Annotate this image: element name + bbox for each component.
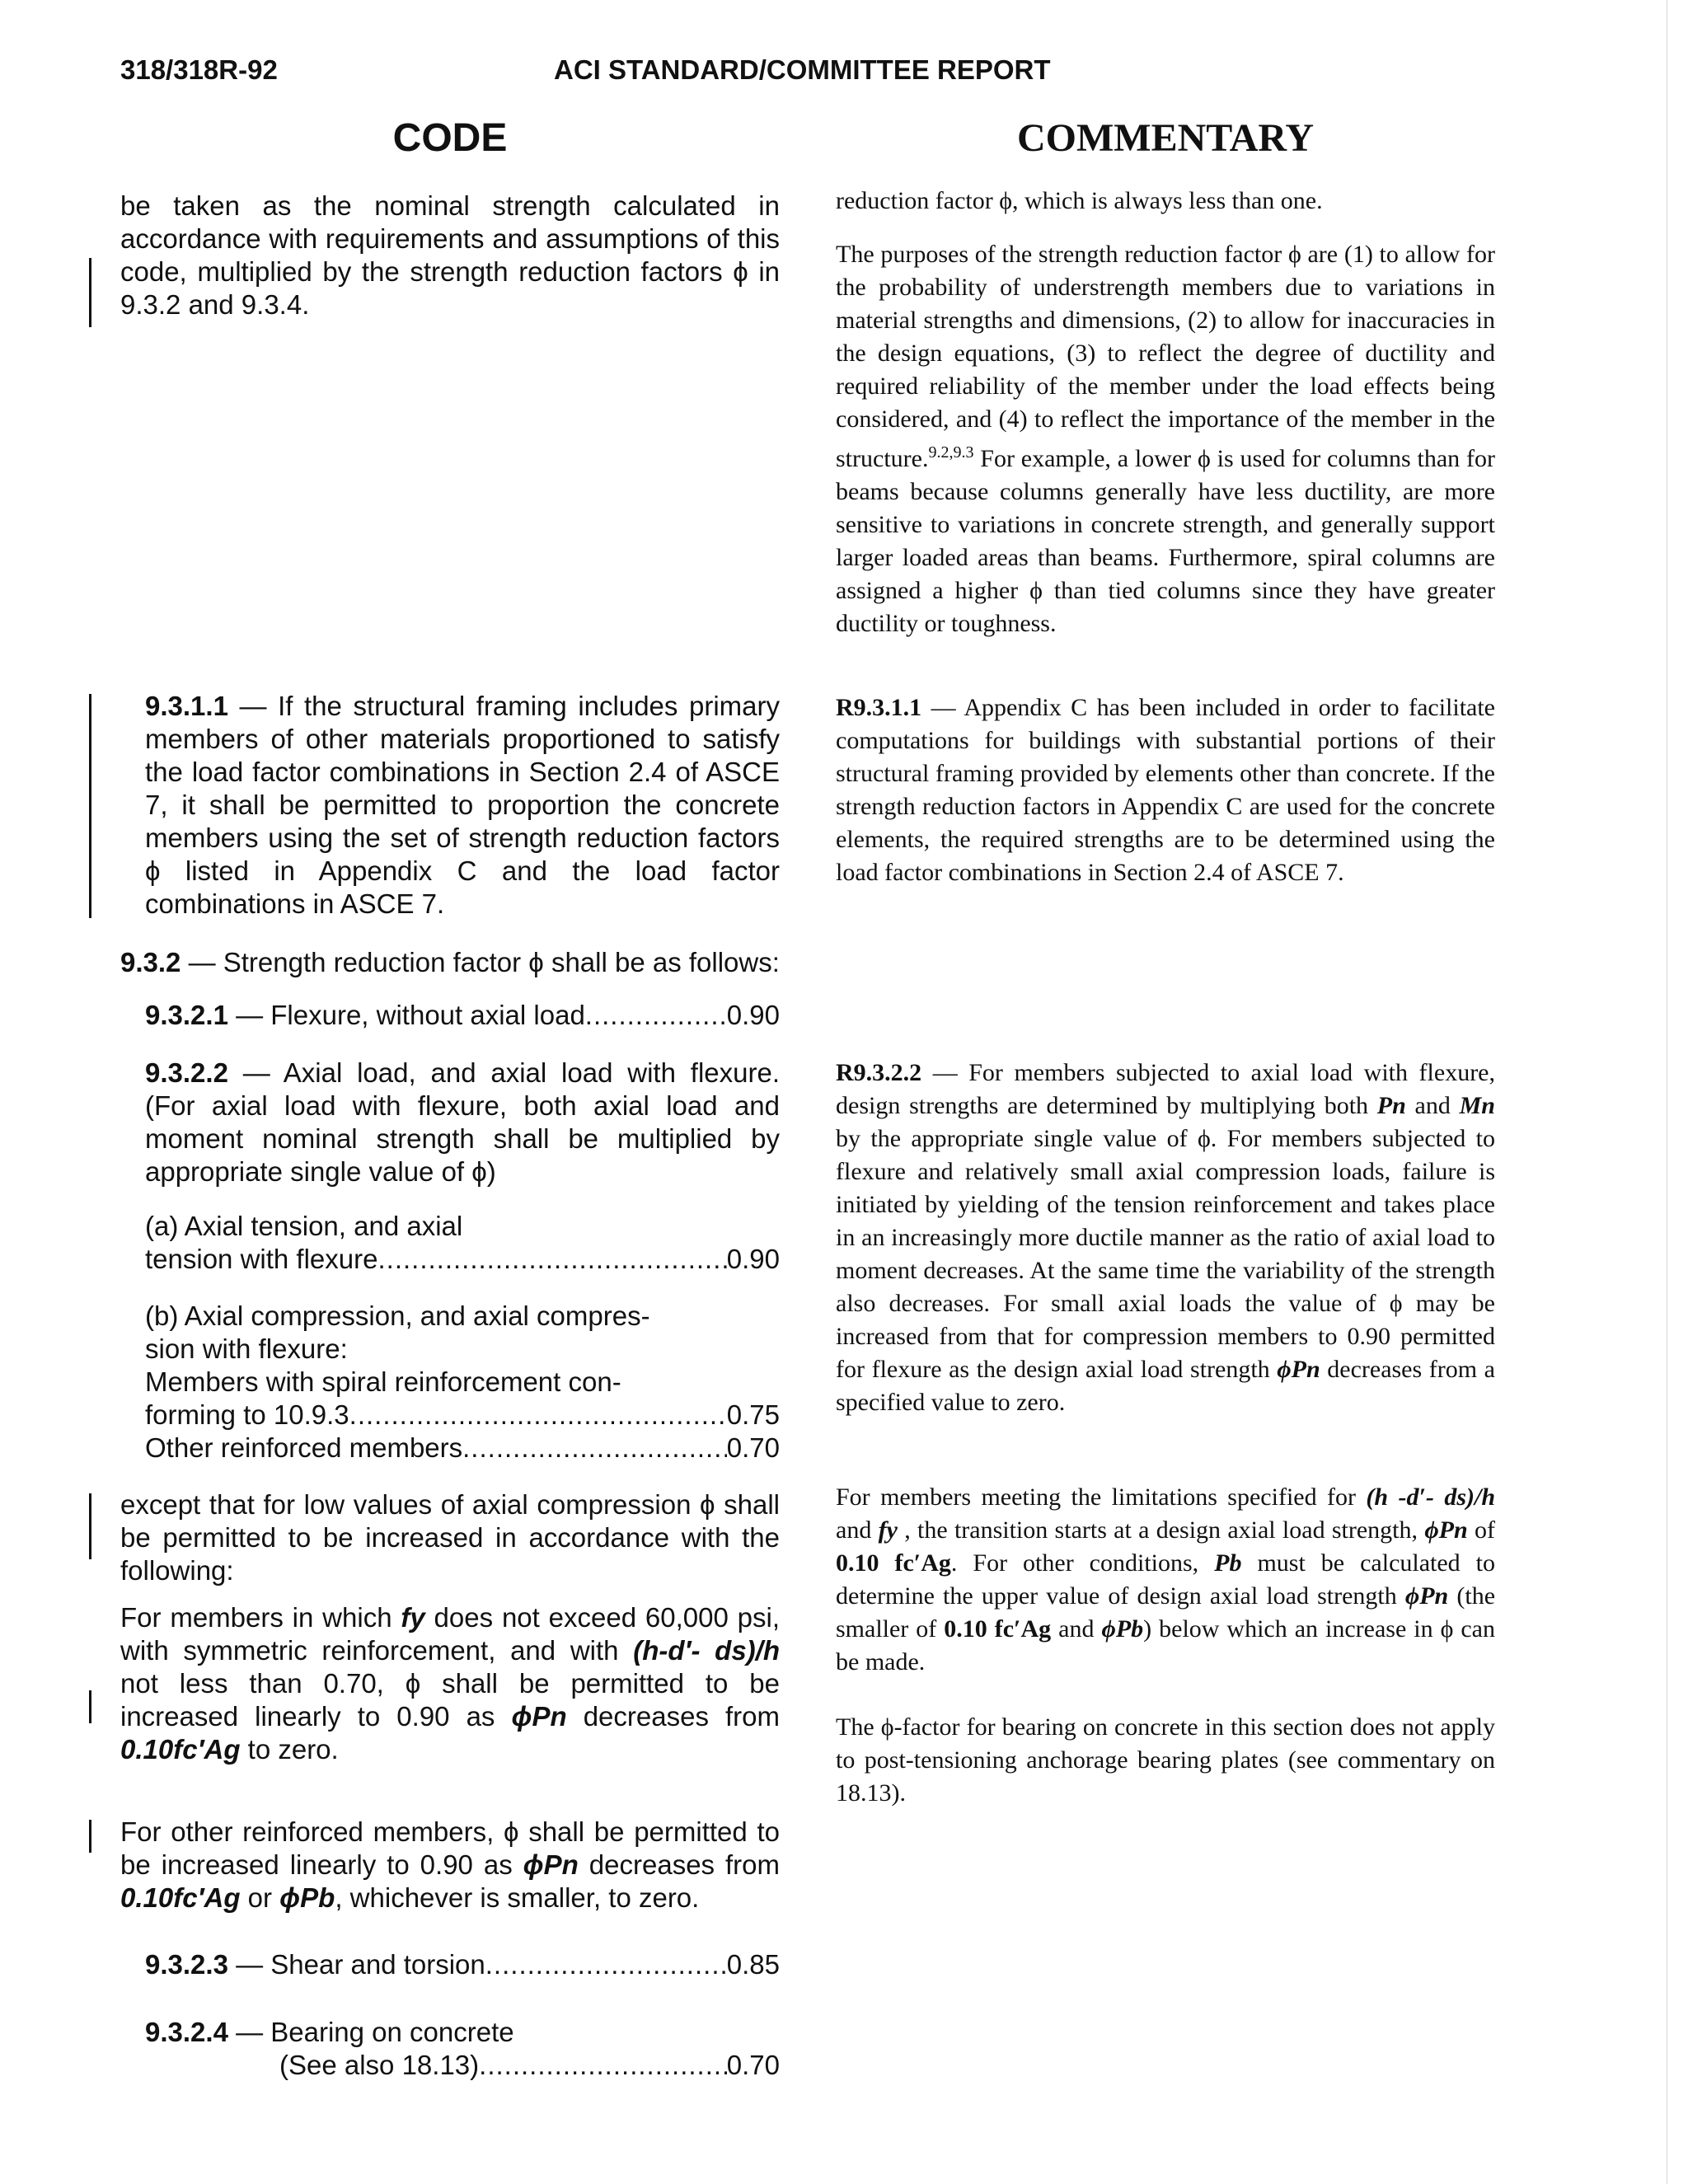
section-number: R9.3.1.1 xyxy=(836,694,922,721)
section-number: 9.3.2 xyxy=(120,947,181,977)
running-head xyxy=(0,54,1688,96)
commentary-r9-3-2-2: R9.3.2.2 — For members subjected to axial load with flexure, design strengths are determined by multiplying both Pn and Mn by the appropriate single value of ϕ. For members subjected to flexure and relatively small axial compression loads, failure is initiated by yielding of the tension reinforcement and takes place in an increasingly more ductile manner as the ratio of axial load to moment decreases. At the same time the variability of the strength also decreases. For small axial loads the value of ϕ may be increased from that for compression members to 0.90 permitted for flexure as the design axial load strength ϕPn decreases from a specified value to zero. xyxy=(836,1059,1495,1416)
factor-value: 0.85 xyxy=(726,1949,780,1980)
code-column-title: CODE xyxy=(392,116,508,160)
code-9-3-2-2: 9.3.2.2 — Axial load, and axial load with flexure. (For axial load with flexure, both axial load and moment nominal strength shall be multiplied by appropriate single value of ϕ) xyxy=(145,1057,780,1187)
section-number: R9.3.2.2 xyxy=(836,1059,922,1086)
code-9-3-2-4: 9.3.2.4 — Bearing on concrete (See also 18.13) ..... 0.70 xyxy=(120,2016,780,2082)
code-9-3-2: 9.3.2 — Strength reduction factor ϕ shall be as follows: xyxy=(120,947,780,977)
code-9-3-1-1: 9.3.1.1 — If the structural framing includes primary members of other materials proportioned to satisfy the load factor combinations in Section 2.4 of ASCE 7, it shall be permitted to proportion the concrete members using the set of strength reduction factors ϕ listed in Appendix C and the load factor combinations in ASCE 7. xyxy=(145,691,780,919)
commentary-bearing-paragraph: The ϕ-factor for bearing on concrete in this section does not apply to post-tensioning anchorage bearing plates (see commentary on 18.13). xyxy=(836,1713,1495,1807)
factor-value: 0.90 xyxy=(726,1244,780,1274)
commentary-purposes-paragraph: The purposes of the strength reduction factor ϕ are (1) to allow for the probability of understrength members due to variations in material strengths and dimensions, (2) to allow for inaccuracies in the design equations, (3) to reflect the degree of ductility and required reliability of the member under the load effects being considered, and (4) to reflect the importance of the member in the structure.$^{9.2,9.3}$ For example, a lower ϕ is used for columns than for beams because columns generally have less ductility, are more sensitive to variations in concrete strength, and generally support larger loaded areas than beams. Furthermore, spiral columns are assigned a higher ϕ than tied columns since they have greater ductility or toughness. xyxy=(836,241,1495,637)
change-bar xyxy=(89,1690,91,1723)
code-9-3-2-2-a: (a) Axial tension, and axial tension with flexure ..... 0.90 xyxy=(120,1210,780,1276)
factor-value: 0.70 xyxy=(726,1432,780,1463)
change-bar xyxy=(89,258,91,327)
factor-value: 0.75 xyxy=(726,1399,780,1430)
factor-value: 0.90 xyxy=(726,1000,780,1030)
code-fy-paragraph: For members in which fy does not exceed 60,000 psi, with symmetric reinforcement, and with (h-d′- ds)/h not less than 0.70, ϕ shall be permitted to be increased linearly to 0.90 as ϕPn decreases from 0.10fc′Ag to zero. xyxy=(120,1602,781,1765)
code-9-3-2-3: 9.3.2.3 — Shear and torsion ..... 0.85 xyxy=(120,1948,780,1981)
code-intro: be taken as the nominal strength calculated in accordance with requirements and assumptions of this code, multiplied by the strength reduction factors ϕ in 9.3.2 and 9.3.4. xyxy=(120,190,780,320)
change-bar xyxy=(89,694,91,918)
commentary-limitations-paragraph: For members meeting the limitations specified for (h -d′- ds)/h and fy , the transition starts at a design axial load strength, ϕPn of 0.10 fc′Ag. For other conditions, Pb must be calculated to determine the upper value of design axial load strength ϕPn (the smaller of 0.10 fc′Ag and ϕPb) below which an increase in ϕ can be made. xyxy=(836,1483,1496,1675)
section-number: 9.3.1.1 xyxy=(145,691,228,721)
code-9-3-2-2-b: (b) Axial compression, and axial compres- sion with flexure: Members with spiral reinforcement con- forming to 10.9.3 ..... 0.75 Other reinforced members ..... 0.70 xyxy=(120,1300,780,1465)
factor-value: 0.70 xyxy=(726,2050,780,2080)
commentary-r9-3-1-1: R9.3.1.1 — Appendix C has been included in order to facilitate computations for buildings with substantial portions of their structural framing provided by elements other than concrete. If the strength reduction factors in Appendix C are used for the concrete elements, the required strengths are to be determined using the load factor combinations in Section 2.4 of ASCE 7. xyxy=(836,694,1495,886)
change-bar xyxy=(89,1493,91,1559)
code-other-members-paragraph: For other reinforced members, ϕ shall be permitted to be increased linearly to 0.90 as ϕPn decreases from 0.10fc′Ag or ϕPb, whichever is smaller, to zero. xyxy=(120,1816,781,1913)
report-title: ACI STANDARD/COMMITTEE REPORT xyxy=(554,54,1051,85)
code-except-paragraph: except that for low values of axial compression ϕ shall be permitted to be increased in accordance with the following: xyxy=(120,1489,780,1586)
code-9-3-2-1: 9.3.2.1 — Flexure, without axial load ..... 0.90 xyxy=(120,999,780,1032)
commentary-intro: reduction factor ϕ, which is always less than one. xyxy=(836,187,1323,214)
page-code: 318/318R-92 xyxy=(120,54,278,85)
commentary-column-title: COMMENTARY xyxy=(1016,116,1315,160)
section-number: 9.3.2.2 xyxy=(145,1057,228,1088)
change-bar xyxy=(89,1820,91,1853)
